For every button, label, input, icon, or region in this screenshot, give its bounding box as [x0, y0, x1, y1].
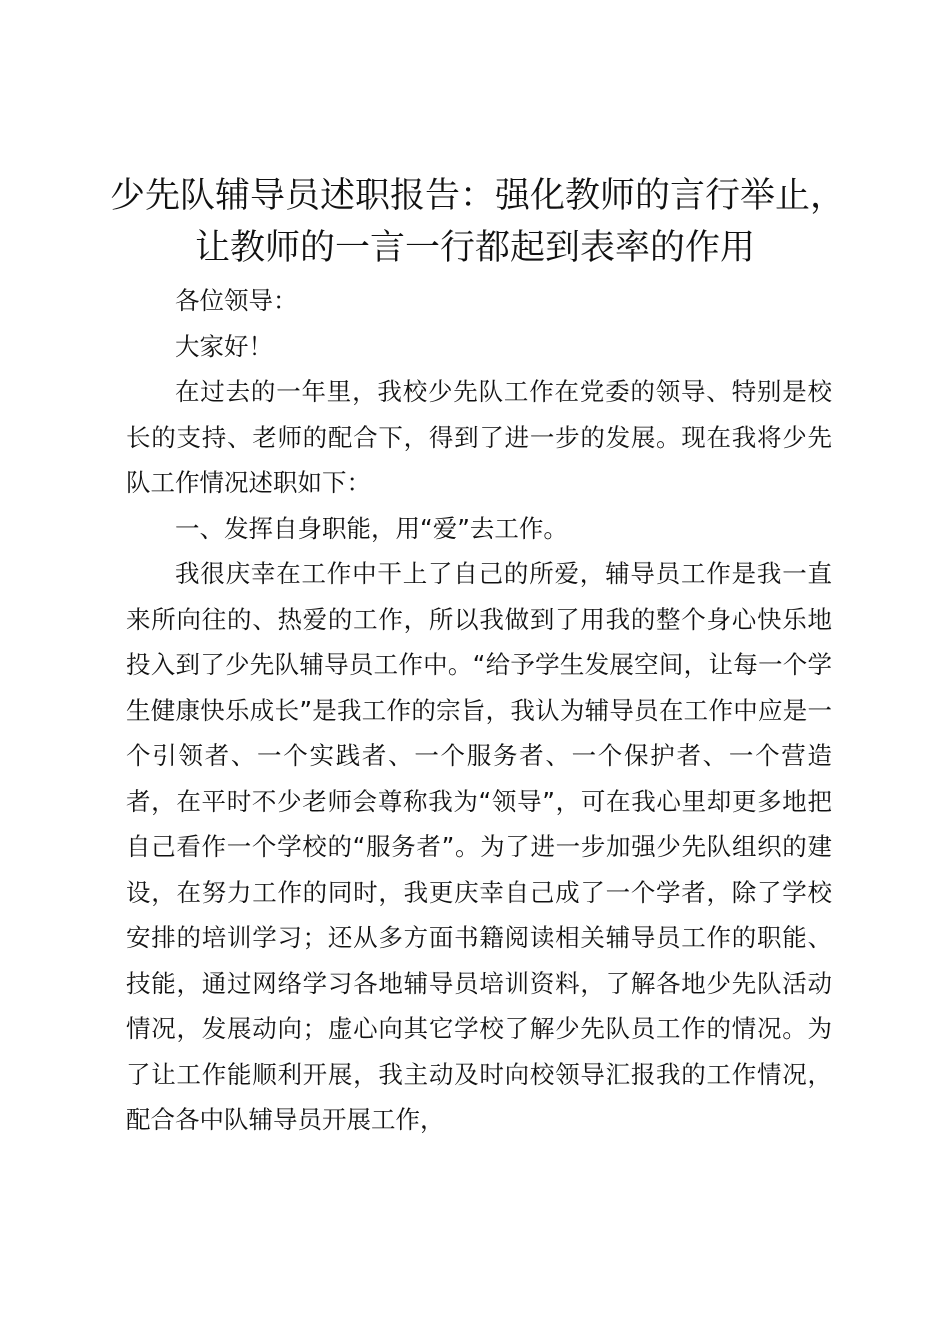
paragraph-section-1: 我很庆幸在工作中干上了自己的所爱，辅导员工作是我一直来所向往的、热爱的工作，所以我做到了用我的整个身心快乐地投入到了少先队辅导员工作中。“给予学生发展空间，让每一个学生健康快乐成长”是我工作的宗旨，我认为辅导员在工作中应是一个引领者、一个实践者、一个服务者、一个保护者、一个营造者，在平时不少老师会尊称我为“领导”，可在我心里却更多地把自己看作一个学校的“服务者”。为了进一步加强少先队组织的建设，在努力工作的同时，我更庆幸自己成了一个学者，除了学校安排的培训学习；还从多方面书籍阅读相关辅导员工作的职能、技能，通过网络学习各地辅导员培训资料，了解各地少先队活动情况，发展动向；虚心向其它学校了解少先队员工作的情况。为了让工作能顺利开展，我主动及时向校领导汇报我的工作情况，配合各中队辅导员开展工作， — [126, 559, 832, 1134]
document-body — [126, 278, 832, 1143]
greeting: 大家好！ — [175, 331, 273, 361]
document-title — [110, 170, 846, 274]
title-line-2: 让教师的一言一行都起到表率的作用 — [194, 228, 755, 268]
salutation: 各位领导： — [175, 286, 298, 315]
paragraph-intro: 在过去的一年里，我校少先队工作在党委的领导、特别是校长的支持、老师的配合下，得到了进一步的发展。现在我将少先队工作情况述职如下： — [126, 377, 832, 497]
section-heading-1: 一、发挥自身职能，用“爱”去工作。 — [175, 513, 568, 543]
title-line-1: 少先队辅导员述职报告：强化教师的言行举止， — [110, 176, 846, 216]
